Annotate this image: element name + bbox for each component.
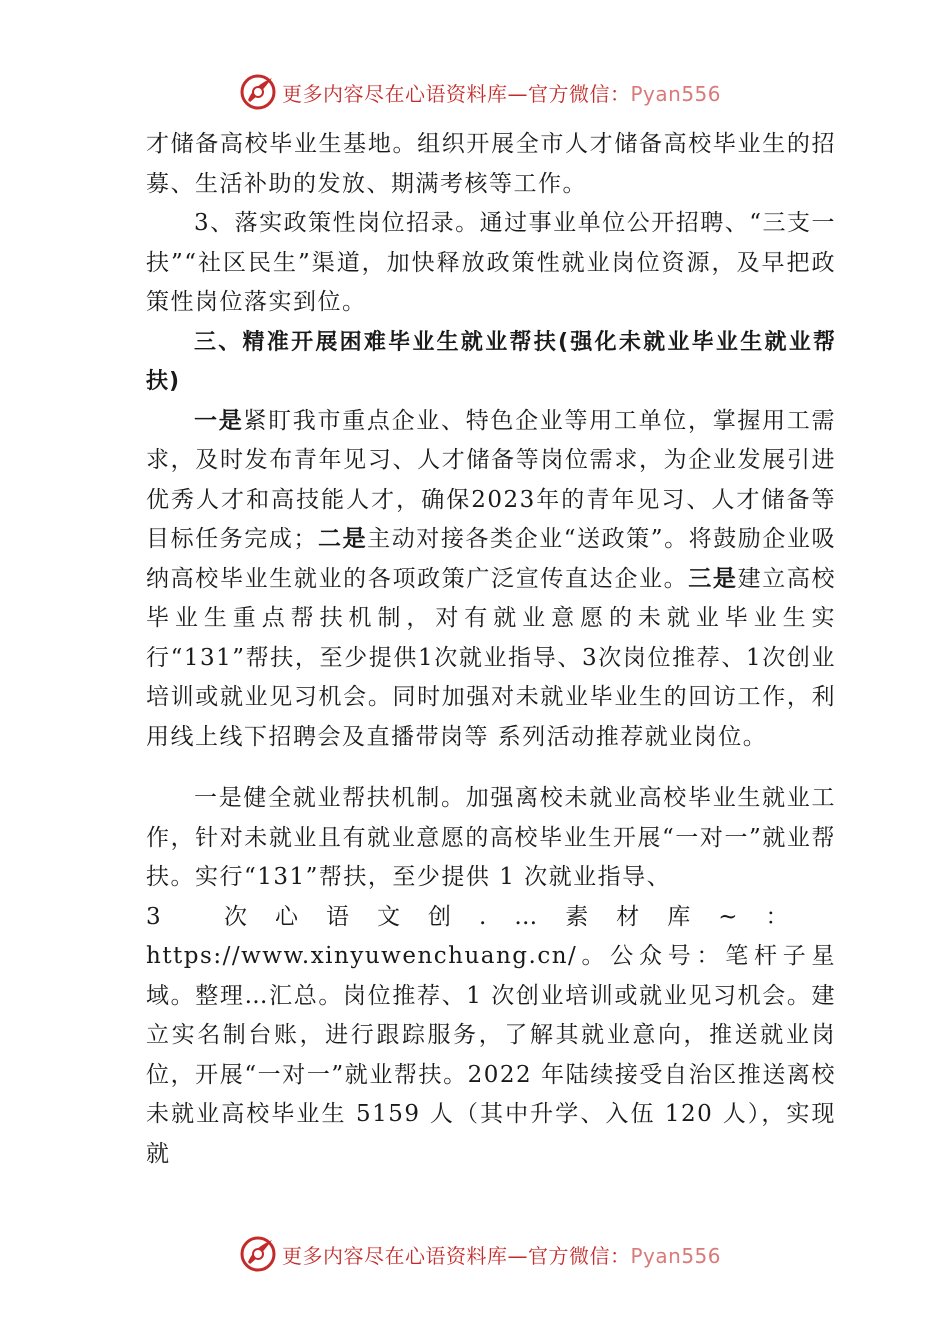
paragraph-continuation: 才储备高校毕业生基地。组织开展全市人才储备高校毕业生的招募、生活补助的发放、期满考核等工作。 xyxy=(146,131,836,197)
paragraph-spaced-line: 3 次心语文创.…素材库~： xyxy=(146,903,817,930)
paragraph-gap xyxy=(146,757,836,779)
paragraph-mechanism-continued: https://www.xinyuwenchuang.cn/。公众号：笔杆子星域。整理…汇总。岗位推荐、1 次创业培训或就业见习机会。建立实名制台账，进行跟踪服务，了解其就业意向，推送就业岗位，开展“一对一”就业帮扶。2022 年陆续接受自治区推送离校未就业高校毕业生 5159 人（其中升学、入伍 120 人），实现就 xyxy=(146,943,836,1167)
watermark-text: 更多内容尽在心语资料库—官方微信：Pyan556 xyxy=(282,1243,722,1268)
brand-logo-icon xyxy=(238,72,278,112)
watermark-text: 更多内容尽在心语资料库—官方微信：Pyan556 xyxy=(282,81,722,106)
document-body xyxy=(146,125,836,1174)
watermark-banner-bottom xyxy=(238,1232,758,1276)
paragraph-mechanism: 一是健全就业帮扶机制。加强离校未就业高校毕业生就业工作，针对未就业且有就业意愿的高校毕业生开展“一对一”就业帮扶。实行“131”帮扶，至少提供 1 次就业指导、 xyxy=(146,785,836,890)
paragraph-policy-posts: 3、落实政策性岗位招录。通过事业单位公开招聘、“三支一扶”“社区民生”渠道，加快释放政策性就业岗位资源，及早把政策性岗位落实到位。 xyxy=(146,210,836,315)
brand-logo-icon xyxy=(238,1234,278,1274)
paragraph-assistance: 一是紧盯我市重点企业、特色企业等用工单位，掌握用工需求，及时发布青年见习、人才储备等岗位需求，为企业发展引进优秀人才和高技能人才，确保2023年的青年见习、人才储备等目标任务完成；二是主动对接各类企业“送政策”。将鼓励企业吸纳高校毕业生就业的各项政策广泛宣传直达企业。三是建立高校毕业生重点帮扶机制，对有就业意愿的未就业毕业生实行“131”帮扶，至少提供1次就业指导、3次岗位推荐、1次创业培训或就业见习机会。同时加强对未就业毕业生的回访工作，利用线上线下招聘会及直播带岗等 系列活动推荐就业岗位。 xyxy=(146,407,837,750)
section-heading-3: 三、精准开展困难毕业生就业帮扶(强化未就业毕业生就业帮扶) xyxy=(146,329,836,394)
watermark-banner-top xyxy=(238,70,758,114)
